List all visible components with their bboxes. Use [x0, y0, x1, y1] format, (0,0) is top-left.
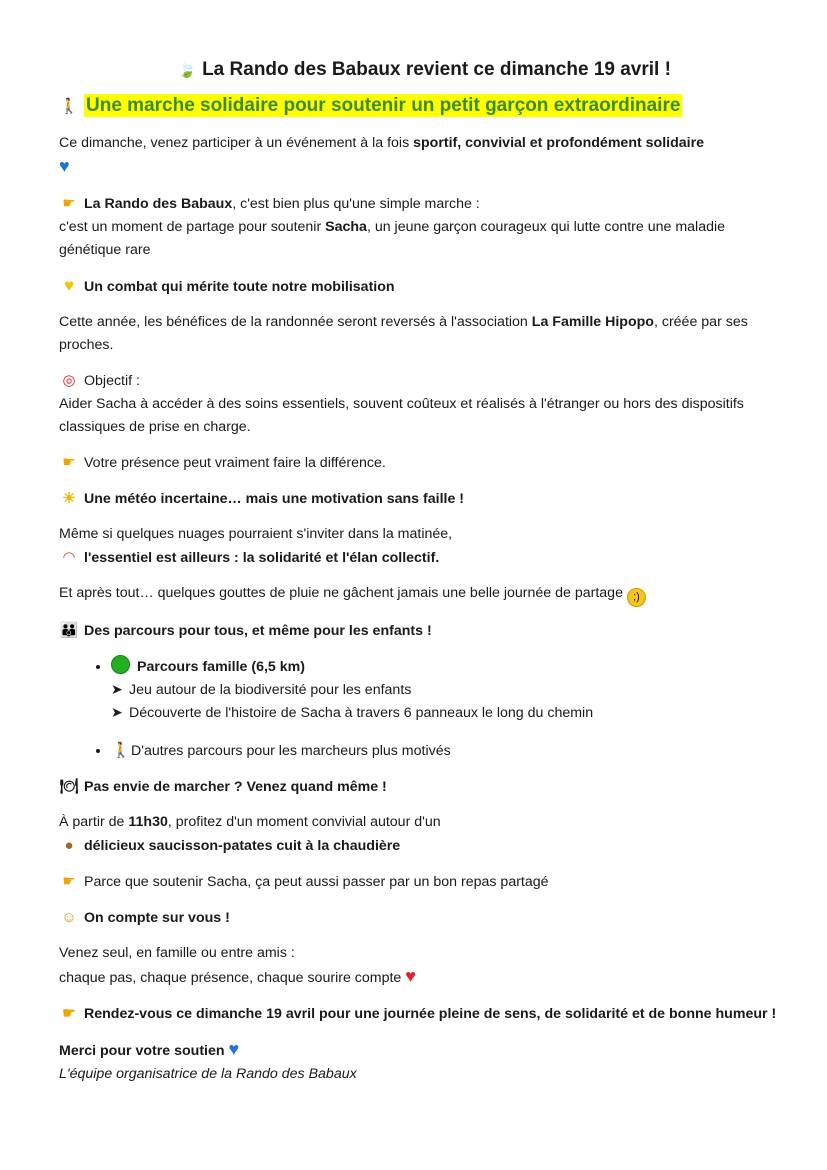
subtitle-text: Une marche solidaire pour soutenir un petit garçon extraordinaire — [86, 95, 681, 116]
sun-cloud-icon: ☀ — [62, 490, 76, 507]
difference-paragraph: ☛ Votre présence peut vraiment faire la différence. — [59, 451, 789, 475]
signature: L'équipe organisatrice de la Rando des Babaux — [59, 1066, 357, 1082]
list-item: • 🚶D'autres parcours pour les marcheurs plus motivés — [111, 739, 789, 763]
repas-note-paragraph: ☛ Parce que soutenir Sacha, ça peut aussi passer par un bon repas partagé — [59, 870, 789, 894]
blue-heart-icon: ♥ — [228, 1039, 240, 1059]
section-heading-combat: ♥ Un combat qui mérite toute notre mobilisation — [59, 274, 789, 299]
sub-item: ➤ Jeu autour de la biodiversité pour les enfants — [111, 679, 789, 702]
pointing-hand-icon: ☛ — [62, 454, 76, 471]
arrow-icon: ➤ — [111, 705, 123, 721]
list-item: • Parcours famille (6,5 km) ➤ Jeu autour de la biodiversité pour les enfants ➤ Découverte de l'histoire de Sacha à travers 6 panneaux le long du chemin — [111, 655, 789, 725]
green-circle-icon — [111, 655, 130, 674]
document-page — [59, 56, 789, 1086]
person-walking-icon: 🚶 — [111, 742, 131, 759]
leaf-icon: 🍃 — [177, 62, 197, 79]
compte-paragraph: Venez seul, en famille ou entre amis : chaque pas, chaque présence, chaque sourire compte ♥ — [59, 945, 416, 986]
section-heading-parcours: 👪 Des parcours pour tous, et même pour les enfants ! — [59, 619, 789, 643]
arrow-icon: ➤ — [111, 682, 123, 698]
subtitle — [59, 91, 789, 122]
parcours-list — [59, 655, 789, 763]
blue-heart-icon: ♥ — [59, 156, 70, 176]
family-icon: 👪 — [59, 622, 79, 639]
sub-item: ➤ Découverte de l'histoire de Sacha à travers 6 panneaux le long du chemin — [111, 702, 789, 725]
rdv-paragraph: ☛ Rendez-vous ce dimanche 19 avril pour une journée pleine de sens, de solidarité et de bonne humeur ! — [59, 1002, 789, 1026]
yellow-heart-icon: ♥ — [63, 276, 75, 295]
pointing-hand-icon: ☛ — [62, 1005, 76, 1022]
winking-face-icon: ;) — [627, 588, 646, 607]
pointing-hand-icon: ☛ — [62, 873, 76, 890]
rain-paragraph: Et après tout… quelques gouttes de pluie ne gâchent jamais une belle journée de partage ;) — [59, 582, 789, 607]
hug-icon: ☺ — [61, 909, 77, 926]
section-heading-repas: 🍽 Pas envie de marcher ? Venez quand même ! — [59, 775, 789, 799]
pointing-hand-icon: ☛ — [62, 195, 76, 212]
benefits-paragraph: Cette année, les bénéfices de la randonnée seront reversés à l'association La Famille Hipopo, créée par ses proches. — [59, 314, 748, 353]
plate-icon: 🍽 — [59, 778, 79, 795]
section-heading-compte: ☺ On compte sur vous ! — [59, 906, 789, 930]
target-icon: ◎ — [62, 372, 76, 389]
objective-paragraph: ◎ Objectif : Aider Sacha à accéder à des soins essentiels, souvent coûteux et réalisés à l'étranger ou hors des dispositifs classiques de prise en charge. — [59, 369, 789, 439]
red-heart-icon: ♥ — [405, 966, 416, 986]
closing: Merci pour votre soutien ♥ L'équipe organisatrice de la Rando des Babaux — [59, 1039, 357, 1082]
section-heading-meteo: ☀ Une météo incertaine… mais une motivation sans faille ! — [59, 487, 789, 511]
person-walking-icon: 🚶 — [59, 98, 79, 115]
potato-icon: ● — [64, 837, 74, 854]
intro-paragraph: Ce dimanche, venez participer à un événement à la fois sportif, convivial et profondément solidaire ♥ — [59, 135, 705, 176]
page-title — [59, 56, 789, 85]
meteo-paragraph: Même si quelques nuages pourraient s'inviter dans la matinée, ◠ l'essentiel est ailleurs : la solidarité et l'élan collectif. — [59, 523, 789, 570]
repas-paragraph: À partir de 11h30, profitez d'un moment convivial autour d'un ● délicieux saucisson-patates cuit à la chaudière — [59, 811, 789, 858]
rando-paragraph: ☛ La Rando des Babaux, c'est bien plus qu'une simple marche : c'est un moment de partage pour soutenir Sacha, un jeune garçon courageux qui lutte contre une maladie génétique rare — [59, 192, 789, 262]
rainbow-icon: ◠ — [62, 549, 76, 566]
title-text: La Rando des Babaux revient ce dimanche 19 avril ! — [202, 59, 671, 80]
